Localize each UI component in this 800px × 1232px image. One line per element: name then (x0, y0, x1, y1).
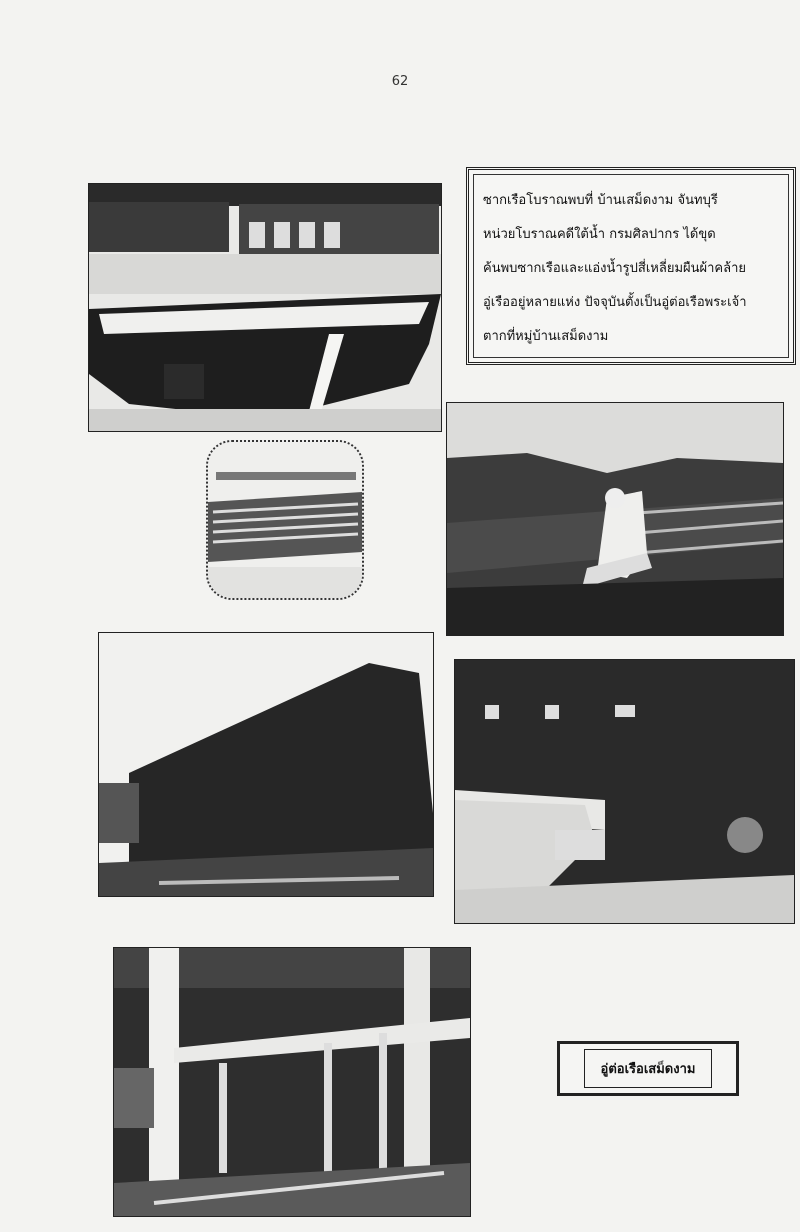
caption-line: ซากเรือโบราณพบที่ บ้านเสม็ดงาม จันทบุรี (483, 193, 718, 208)
photo-boat-hull-shed (88, 183, 442, 432)
photo-large-shed (98, 632, 434, 897)
photo-open-shed-pillars (113, 947, 471, 1217)
photo-workshop-interior (454, 659, 795, 924)
caption-line: อู่เรืออยู่หลายแห่ง ปัจจุบันตั้งเป็นอู่ต่อเรือพระเจ้า (483, 295, 747, 310)
caption-box (466, 167, 796, 365)
caption-line: ตากที่หมู่บ้านเสม็ดงาม (483, 329, 609, 344)
caption-line: หน่วยโบราณคดีใต้น้ำ กรมศิลปากร ได้ขุด (483, 227, 716, 242)
photo-label-box (557, 1041, 739, 1096)
page-number: 62 (391, 74, 409, 89)
photo-worker-excavation (446, 402, 784, 636)
photo-label: อู่ต่อเรือเสม็ดงาม (584, 1049, 713, 1088)
caption-line: ค้นพบซากเรือและแอ่งน้ำรูปสี่เหลี่ยมผืนผ้าคล้าย (483, 261, 747, 276)
photo-excavation-pit-small (206, 440, 364, 600)
